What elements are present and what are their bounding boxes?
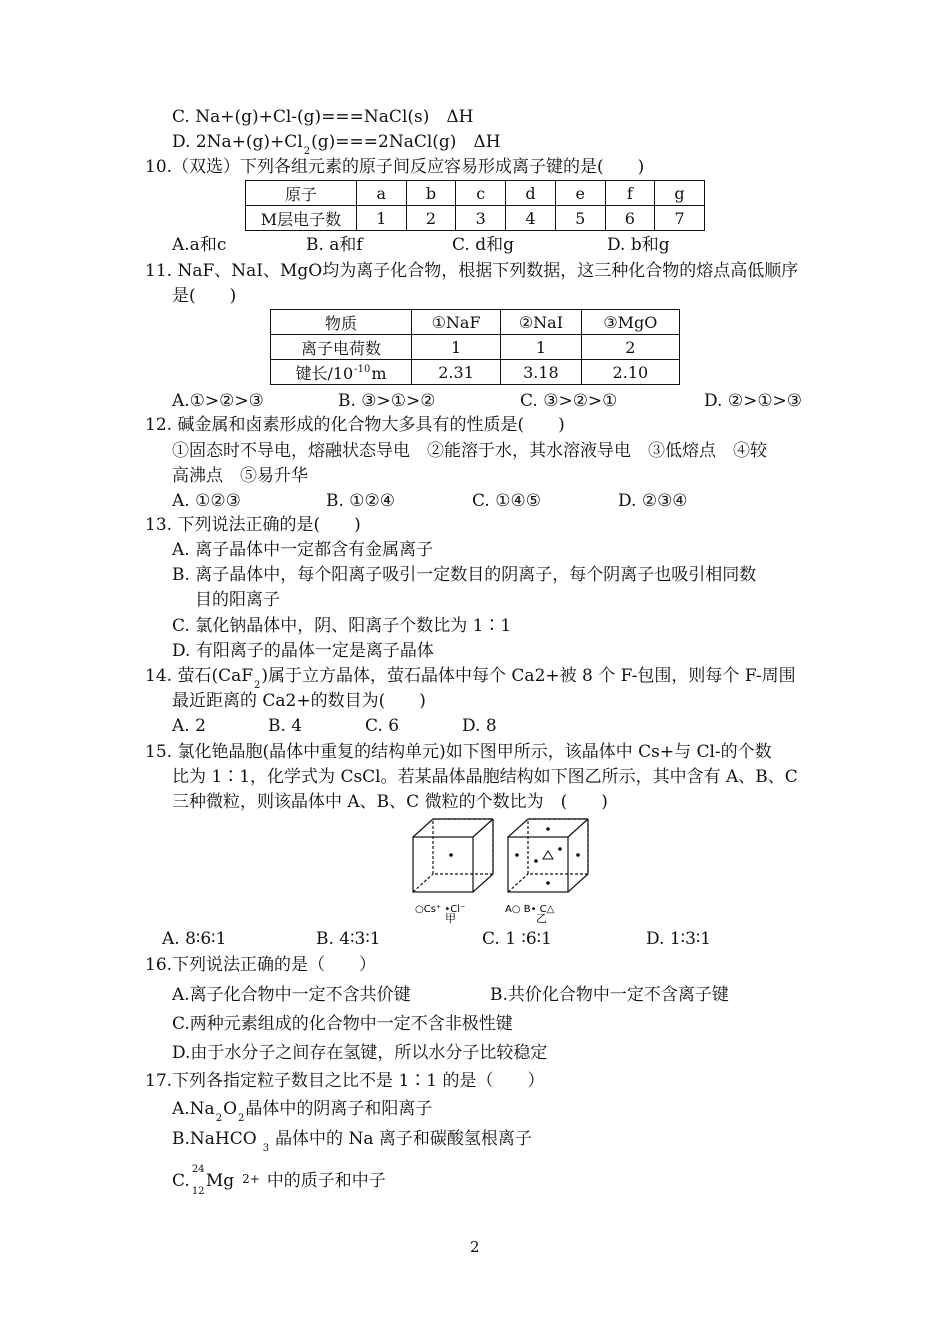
q12-line1: ①固态时不导电，熔融状态导电 ②能溶于水，其水溶液导电 ③低熔点 ④较 xyxy=(172,441,767,461)
q15-option-d: D. 1∶3∶1 xyxy=(646,929,712,949)
q11-table-row-bond-length: 键长$/10^{-10}m$ 2.31 3.18 2.10 xyxy=(271,360,680,385)
q12-option-c: C. ①④⑤ xyxy=(472,491,541,511)
q9-option-d: D. $2Na+(g)+Cl_2(g)===2NaCl(g)$ ΔH xyxy=(172,132,501,157)
q15-fig-left-caption: 甲 xyxy=(445,912,456,924)
q17-stem: 17.下列各指定粒子数目之比不是 1∶1 的是（ ） xyxy=(145,1071,545,1091)
q13-option-c: C. 氯化钠晶体中，阴、阳离子个数比为 1∶1 xyxy=(172,616,512,636)
q14-option-c: C. 6 xyxy=(365,716,400,736)
q15-option-a: A. 8∶6∶1 xyxy=(162,929,227,949)
q15-fig-right-legend: A○ B• C△ xyxy=(505,904,555,915)
mg-symbol: Mg xyxy=(205,1171,235,1191)
q14-option-d: D. 8 xyxy=(462,716,497,736)
q10-table-header-row: 原子 a b c d e f g xyxy=(246,181,705,206)
cl-ion-center xyxy=(449,853,453,857)
q16-option-b: B.共价化合物中一定不含离子键 xyxy=(490,985,729,1005)
mg-charge: 2+ xyxy=(242,1172,260,1186)
q16-stem: 16.下列说法正确的是（ ） xyxy=(145,955,377,975)
q11-option-a: A.①>②>③ xyxy=(172,391,264,411)
c-particle-triangle xyxy=(543,851,553,859)
q15-line1: 15. 氯化铯晶胞(晶体中重复的结构单元)如下图甲所示，该晶体中 Cs+与 Cl-的个数 xyxy=(145,742,772,762)
q11-table xyxy=(270,309,680,385)
q17-option-c: C. 24 12 Mg 2+ 中的质子和中子 xyxy=(172,1164,386,1197)
q10-option-d: D. b和g xyxy=(607,235,670,255)
q14-stem-line2: 最近距离的 Ca2+的数目为( ) xyxy=(172,691,426,711)
q16-option-d: D.由于水分子之间存在氢键，所以水分子比较稳定 xyxy=(172,1043,548,1063)
mg-atomic-number: 12 xyxy=(191,1186,205,1197)
q11-option-c: C. ③>②>① xyxy=(520,391,618,411)
q10-table xyxy=(245,180,705,231)
q14-option-a: A. 2 xyxy=(172,716,206,736)
q12-option-d: D. ②③④ xyxy=(618,491,688,511)
q13-option-a: A. 离子晶体中一定都含有金属离子 xyxy=(172,540,434,560)
cscl-unit-cell xyxy=(413,819,493,892)
q17-option-a: $A.Na_2O_2$晶体中的阴离子和阳离子 xyxy=(172,1099,433,1124)
q11-stem-line1: 11. NaF、NaI、MgO均为离子化合物，根据下列数据，这三种化合物的熔点高低顺序 xyxy=(145,261,799,281)
q13-stem: 13. 下列说法正确的是( ) xyxy=(145,515,361,535)
q12-line2: 高沸点 ⑤易升华 xyxy=(172,466,308,486)
q11-option-b: B. ③>①>② xyxy=(338,391,436,411)
page-number: 2 xyxy=(470,1238,480,1256)
q15-fig-left-legend: ○Cs⁺ •Cl⁻ xyxy=(415,904,466,915)
q10-option-b: B. a和f xyxy=(306,235,363,255)
mg-mass-number: 24 xyxy=(191,1164,205,1175)
q13-option-d: D. 有阳离子的晶体一定是离子晶体 xyxy=(172,641,434,661)
q9-option-c: C. Na+(g)+Cl-(g)===NaCl(s) ΔH xyxy=(172,107,474,127)
q13-option-b-line1: B. 离子晶体中，每个阳离子吸引一定数目的阴离子，每个阴离子也吸引相同数 xyxy=(172,565,757,585)
q10-table-data-row: M层电子数 1 2 3 4 5 6 7 xyxy=(246,206,705,231)
q15-figure xyxy=(405,812,595,924)
q10-option-a: A.a和c xyxy=(172,235,227,255)
q12-option-b: B. ①②④ xyxy=(326,491,396,511)
q13-option-b-line2: 目的阳离子 xyxy=(195,590,280,610)
q15-line3: 三种微粒，则该晶体中 A、B、C 微粒的个数比为 ( ) xyxy=(172,792,608,812)
q17-option-b: B.NaHCO $_3$ 晶体中的 Na 离子和碳酸氢根离子 xyxy=(172,1129,532,1154)
q14-option-b: B. 4 xyxy=(268,716,303,736)
q12-stem: 12. 碱金属和卤素形成的化合物大多具有的性质是( ) xyxy=(145,415,565,435)
q11-option-d: D. ②>①>③ xyxy=(704,391,803,411)
q14-stem-line1: 14. 萤石(CaF$_2$)属于立方晶体，萤石晶体中每个 Ca2+被 8 个 F-包围，则每个 F-周围 xyxy=(145,666,796,691)
q11-table-header-row: 物质 ①NaF ②NaI ③MgO xyxy=(271,310,680,335)
q11-stem-line2: 是( ) xyxy=(172,286,237,306)
q12-option-a: A. ①②③ xyxy=(172,491,241,511)
q16-option-a: A.离子化合物中一定不含共价键 xyxy=(172,985,411,1005)
q15-option-b: B. 4∶3∶1 xyxy=(316,929,381,949)
q10-stem: 10.（双选）下列各组元素的原子间反应容易形成离子键的是( ) xyxy=(145,157,645,177)
q15-line2: 比为 1∶1，化学式为 CsCl。若某晶体晶胞结构如下图乙所示，其中含有 A、B、C xyxy=(172,767,798,787)
q15-option-c: C. 1 ∶6∶1 xyxy=(482,929,552,949)
q10-option-c: C. d和g xyxy=(452,235,514,255)
q16-option-c: C.两种元素组成的化合物中一定不含非极性键 xyxy=(172,1014,513,1034)
q11-table-row-charge: 离子电荷数 1 1 2 xyxy=(271,335,680,360)
q15-fig-right-caption: 乙 xyxy=(536,912,547,924)
